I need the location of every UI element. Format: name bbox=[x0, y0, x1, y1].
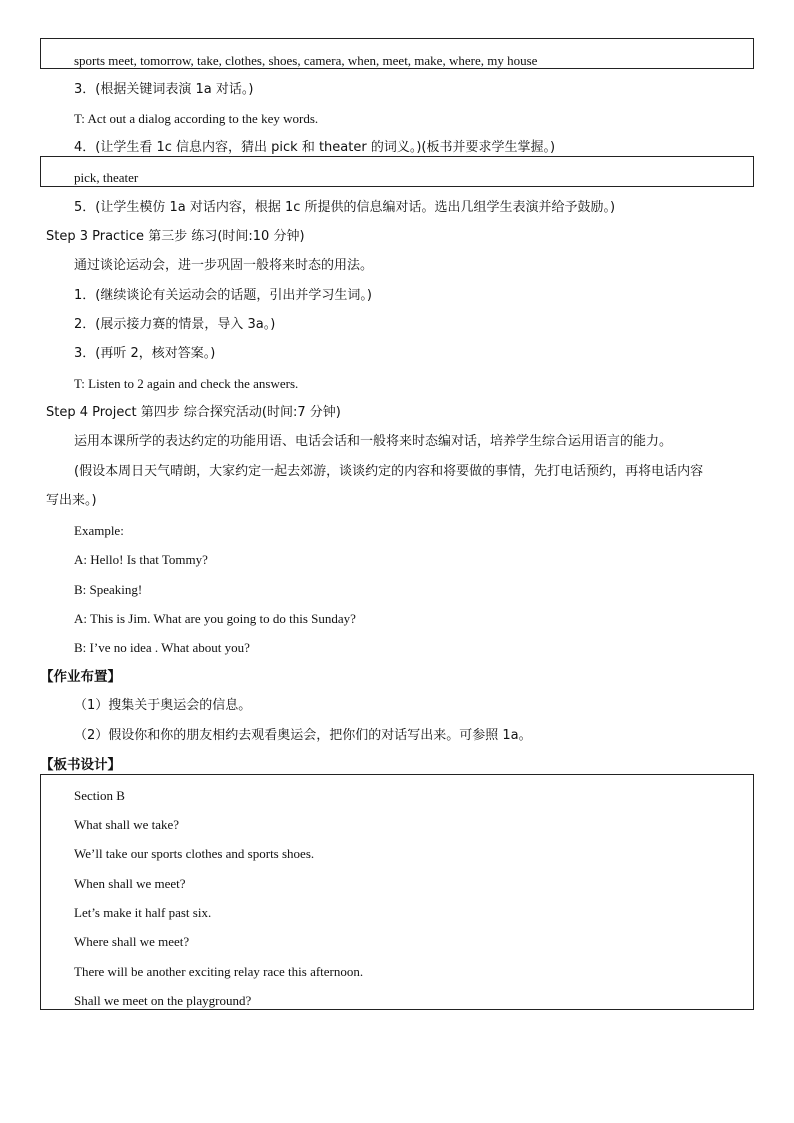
step-4-description: 运用本课所学的表达约定的功能用语、电话会话和一般将来时态编对话，培养学生综合运用语言的能力。 bbox=[74, 434, 673, 449]
item-3: 3．(根据关键词表演 1a 对话。) bbox=[74, 82, 254, 97]
board-line: What shall we take? bbox=[74, 817, 180, 832]
item-5: 5．(让学生模仿 1a 对话内容，根据 1c 所提供的信息编对话。选出几组学生表演并给予鼓励。) bbox=[74, 200, 616, 215]
homework-item: （2）假设你和你的朋友相约去观看奥运会，把你们的对话写出来。可参照 1a。 bbox=[74, 728, 532, 743]
vocab-text: pick, theater bbox=[74, 170, 139, 185]
board-line: When shall we meet? bbox=[74, 876, 186, 891]
dialog-line: A: This is Jim. What are you going to do this Sunday? bbox=[74, 611, 356, 626]
step-3-heading: Step 3 Practice 第三步 练习(时间:10 分钟) bbox=[46, 229, 305, 244]
step-3-item-1: 1．(继续谈论有关运动会的话题，引出并学习生词。) bbox=[74, 288, 372, 303]
keywords-text: sports meet, tomorrow, take, clothes, shoes, camera, when, meet, make, where, my house bbox=[74, 53, 538, 68]
board-line: Where shall we meet? bbox=[74, 934, 190, 949]
board-line: We’ll take our sports clothes and sports shoes. bbox=[74, 846, 315, 861]
dialog-line: B: Speaking! bbox=[74, 582, 143, 597]
dialog-line: B: I’ve no idea . What about you? bbox=[74, 640, 250, 655]
step-3-teacher-line: T: Listen to 2 again and check the answers. bbox=[74, 376, 299, 391]
step-3-description: 通过谈论运动会，进一步巩固一般将来时态的用法。 bbox=[74, 258, 374, 273]
step-4-heading: Step 4 Project 第四步 综合探究活动(时间:7 分钟) bbox=[46, 405, 341, 420]
board-line: There will be another exciting relay race this afternoon. bbox=[74, 964, 364, 979]
step-3-item-2: 2．(展示接力赛的情景，导入 3a。) bbox=[74, 317, 276, 332]
example-label: Example: bbox=[74, 523, 124, 538]
board-design-heading: 【板书设计】 bbox=[40, 757, 121, 773]
homework-item: （1）搜集关于奥运会的信息。 bbox=[74, 698, 252, 713]
item-4: 4．(让学生看 1c 信息内容，猜出 pick 和 theater 的词义。)(板书并要求学生掌握。) bbox=[74, 140, 556, 155]
step-4-note-line-1: (假设本周日天气晴朗，大家约定一起去郊游，谈谈约定的内容和将要做的事情，先打电话预约，再将电话内容 bbox=[74, 464, 704, 479]
vocab-box bbox=[40, 156, 754, 187]
item-3-teacher-line: T: Act out a dialog according to the key words. bbox=[74, 111, 319, 126]
board-line: Section B bbox=[74, 788, 125, 803]
step-3-item-3: 3．(再听 2，核对答案。) bbox=[74, 346, 216, 361]
step-4-note-line-2: 写出来。) bbox=[46, 493, 97, 508]
board-line: Shall we meet on the playground? bbox=[74, 993, 252, 1008]
dialog-line: A: Hello! Is that Tommy? bbox=[74, 552, 208, 567]
board-line: Let’s make it half past six. bbox=[74, 905, 212, 920]
homework-heading: 【作业布置】 bbox=[40, 669, 121, 685]
